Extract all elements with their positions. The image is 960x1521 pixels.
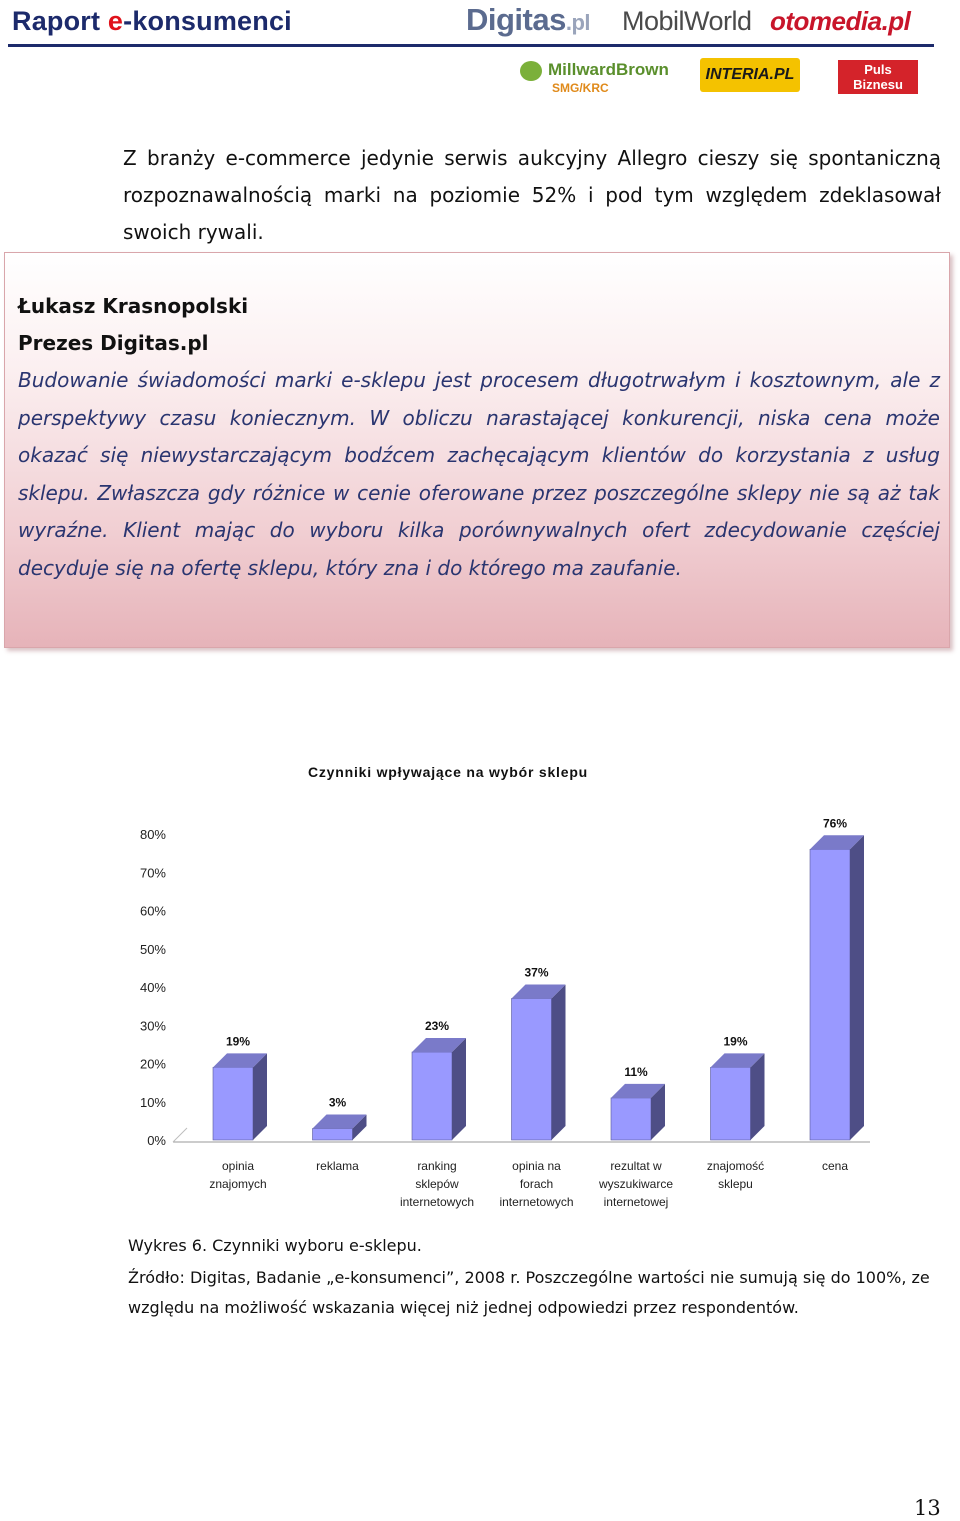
bar: [512, 998, 552, 1140]
y-tick-label: 10%: [139, 1094, 166, 1110]
bar: [313, 1129, 353, 1140]
bar-value-label: 37%: [524, 965, 549, 980]
x-category-label: rezultat w: [610, 1159, 662, 1173]
header-divider: [8, 44, 934, 47]
bar-chart: [0, 800, 960, 1240]
x-category-label: sklepu: [718, 1177, 753, 1191]
quote-text: Budowanie świadomości marki e-sklepu jest procesem długotrwałym i kosztownym, ale z perspektywy czasu koniecznym. W obliczu narastającej konkurencji, niska cena może okazać się niewystarczającym bodźcem zachęcającym klientów do korzystania z usług sklepu. Zwłaszcza gdy różnice w cenie oferowane przez poszczególne sklepy nie są aż tak wyraźne. Klient mając do wyboru kilka porównywalnych ofert zdecydowanie częściej decyduje się na ofertę sklepu, który zna i do którego ma zaufanie.: [18, 368, 940, 580]
quote-author-name: Łukasz Krasnopolski: [18, 294, 249, 318]
y-tick-label: 30%: [139, 1018, 166, 1034]
digitas-logo: [466, 2, 590, 38]
x-category-label: znajomych: [209, 1177, 267, 1191]
bar-side: [552, 984, 566, 1140]
bar-side: [253, 1053, 267, 1140]
x-category-label: sklepów: [415, 1177, 459, 1191]
bar-value-label: 19%: [723, 1034, 748, 1049]
y-tick-label: 0%: [147, 1133, 166, 1148]
digitas-logo-text: Digitas: [466, 2, 566, 37]
y-tick-label: 40%: [139, 980, 166, 995]
bar-value-label: 3%: [328, 1095, 347, 1110]
x-category-label: ranking: [417, 1159, 457, 1173]
x-category-label: cena: [821, 1159, 849, 1173]
x-category-label: forach: [519, 1177, 554, 1191]
x-category-label: internetowych: [399, 1195, 475, 1209]
bar-value-label: 19%: [225, 1034, 251, 1049]
x-category-label: internetowej: [603, 1195, 669, 1209]
puls-biznesu-logo-line2: Biznesu: [853, 77, 903, 92]
y-tick-label: 70%: [139, 865, 166, 881]
y-tick-label: 20%: [139, 1056, 166, 1072]
x-category-label: internetowych: [499, 1195, 574, 1209]
digitas-logo-suffix: .pl: [565, 10, 591, 35]
source-note: Źródło: Digitas, Badanie „e-konsumenci”, 2008 r. Poszczególne wartości nie sumują się do 100%, ze względu na możliwość wskazania więcej niż jednej odpowiedzi przez respondentów.: [128, 1268, 930, 1317]
x-axis-floor-edge: [173, 1128, 187, 1142]
bar-value-label: 76%: [822, 816, 848, 831]
y-tick-label: 50%: [139, 941, 166, 957]
puls-biznesu-logo-line1: Puls: [864, 62, 892, 77]
page-number: 13: [914, 1496, 941, 1520]
bar: [412, 1052, 452, 1140]
x-category-label: wyszukiwarce: [598, 1177, 674, 1191]
report-title-accent: e: [107, 6, 124, 36]
figure-caption: Wykres 6. Czynniki wyboru e-sklepu.: [128, 1236, 422, 1255]
quote-author-role: Prezes Digitas.pl: [18, 331, 209, 355]
bar: [810, 849, 850, 1140]
bar: [611, 1098, 651, 1140]
mobilworld-logo: MobilWorld: [622, 6, 752, 36]
millward-brown-mark-icon: [520, 61, 542, 81]
interia-logo: INTERIA.PL: [700, 58, 800, 92]
otomedia-logo: otomedia.pl: [770, 6, 911, 36]
millward-brown-logo-sub: SMG/KRC: [552, 81, 609, 95]
x-category-label: opinia: [221, 1159, 255, 1173]
millward-brown-logo-text: MillwardBrown: [548, 60, 669, 79]
millward-brown-logo: [520, 60, 669, 95]
bar-side: [751, 1053, 765, 1140]
bar-value-label: 23%: [424, 1019, 450, 1034]
report-title: [12, 6, 292, 37]
x-category-label: reklama: [316, 1159, 359, 1173]
intro-paragraph: Z branży e-commerce jedynie serwis aukcyjny Allegro cieszy się spontaniczną rozpoznawalnością marki na poziomie 52% i pod tym względem zdeklasował swoich rywali.: [123, 146, 941, 244]
bar-side: [452, 1038, 466, 1140]
x-category-label: opinia na: [512, 1159, 561, 1173]
chart-title: Czynniki wpływające na wybór sklepu: [307, 764, 589, 780]
y-tick-label: 80%: [139, 827, 166, 842]
bar: [213, 1067, 253, 1140]
puls-biznesu-logo: [838, 60, 918, 94]
bar-side: [850, 835, 864, 1140]
x-category-label: znajomość: [706, 1159, 765, 1173]
y-tick-label: 60%: [139, 903, 166, 919]
bar-value-label: 11%: [624, 1064, 648, 1079]
report-title-main: Raport: [12, 6, 108, 36]
bar: [711, 1067, 751, 1140]
report-title-rest: -konsumenci: [123, 6, 292, 36]
